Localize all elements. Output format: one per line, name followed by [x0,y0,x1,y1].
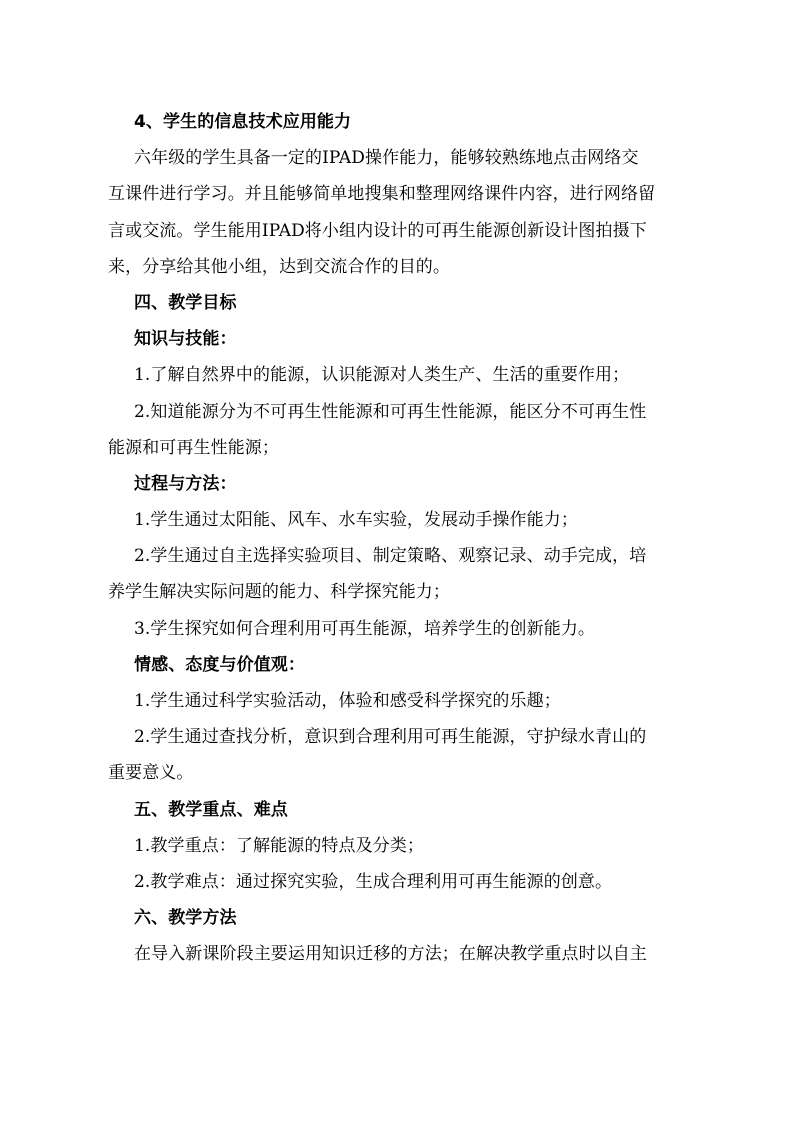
text-line: 来，分享给其他小组，达到交流合作的目的。 [108,256,450,277]
text-line: 2.学生通过查找分析，意识到合理利用可再生能源，守护绿水青山的 [134,727,647,748]
text-line: 重要意义。 [108,763,194,784]
text-line: 1.教学重点：了解能源的特点及分类； [134,835,425,856]
section-heading: 五、教学重点、难点 [134,799,288,820]
text-line: 在导入新课阶段主要运用知识迁移的方法；在解决教学重点时以自主 [134,944,647,965]
text-line: 2.学生通过自主选择实验项目、制定策略、观察记录、动手完成，培 [134,546,647,567]
text-line: 1.学生通过科学实验活动，体验和感受科学探究的乐趣； [134,691,561,711]
text-line: 3.学生探究如何合理利用可再生能源，培养学生的创新能力。 [134,618,596,639]
section-heading: 情感、态度与价值观： [134,654,305,675]
section-heading: 六、教学方法 [134,908,237,929]
section-heading: 四、教学目标 [134,292,237,313]
section-heading: 知识与技能： [134,329,237,350]
text-line: 养学生解决实际问题的能力、科学探究能力； [108,582,450,603]
text-line: 言或交流。学生能用IPAD将小组内设计的可再生能源创新设计图拍摄下 [108,220,647,241]
section-heading: 4、学生的信息技术应用能力 [134,112,352,132]
text-line: 2.教学难点：通过探究实验，生成合理利用可再生能源的创意。 [134,871,613,892]
text-line: 2.知道能源分为不可再生性能源和可再生性能源，能区分不可再生性 [134,401,647,422]
document-body [108,104,694,973]
text-line: 互课件进行学习。并且能够简单地搜集和整理网络课件内容，进行网络留 [108,184,656,205]
section-heading: 过程与方法： [134,473,237,494]
text-line: 1.学生通过太阳能、风车、水车实验，发展动手操作能力； [134,510,578,531]
text-line: 能源和可再生性能源； [108,437,279,458]
text-line: 六年级的学生具备一定的IPAD操作能力，能够较熟练地点击网络交 [134,148,639,169]
text-line: 1.了解自然界中的能源，认识能源对人类生产、生活的重要作用； [134,365,630,386]
